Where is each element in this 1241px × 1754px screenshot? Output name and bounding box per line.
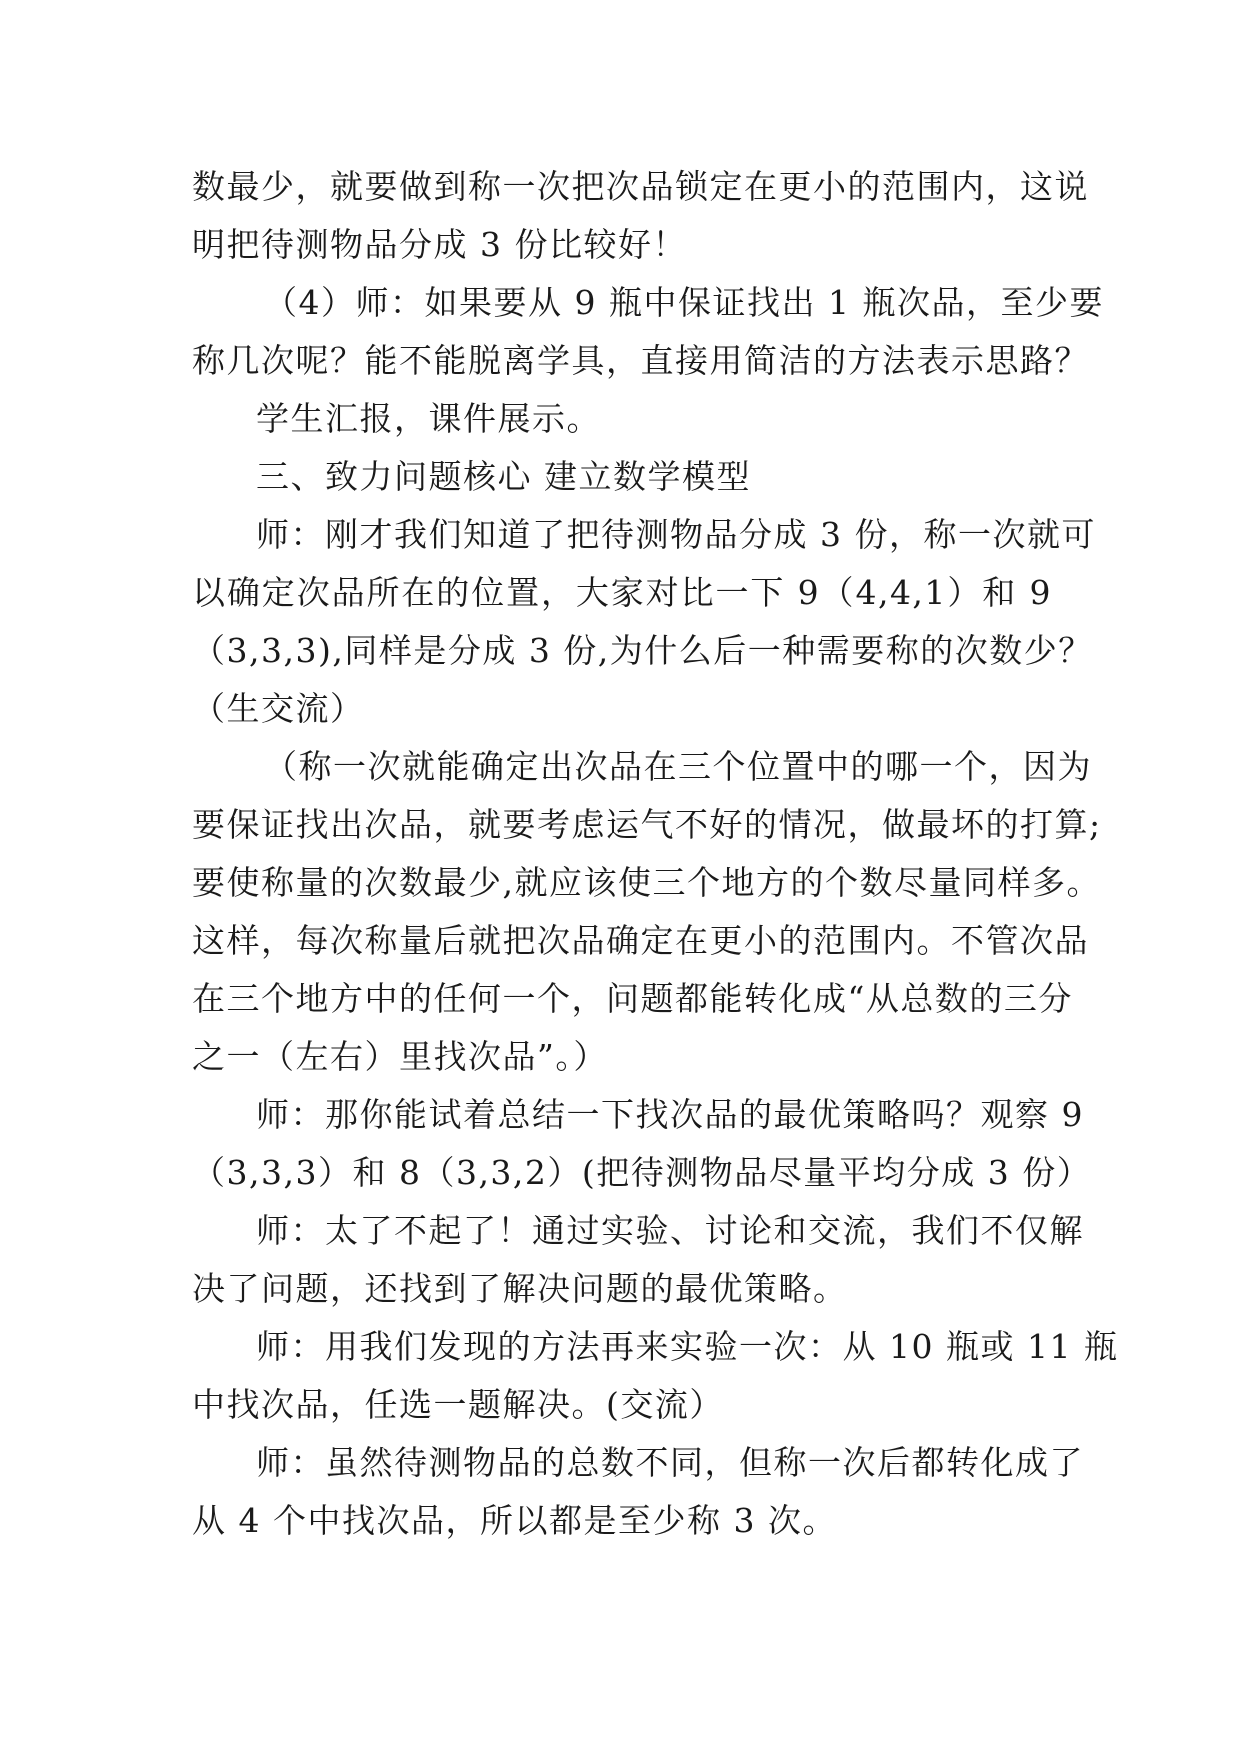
text-line: 称几次呢？能不能脱离学具，直接用简洁的方法表示思路？ <box>192 341 1089 380</box>
text-line: 这样，每次称量后就把次品确定在更小的范围内。不管次品 <box>192 921 1089 960</box>
text-line: （生交流） <box>192 689 365 728</box>
text-line: 数最少，就要做到称一次把次品锁定在更小的范围内，这说 <box>192 167 1089 206</box>
text-line: 之一（左右）里找次品”。） <box>192 1037 608 1076</box>
text-line: 师：虽然待测物品的总数不同，但称一次后都转化成了 <box>256 1443 1084 1482</box>
text-line: （3,3,3),同样是分成 3 份,为什么后一种需要称的次数少？ <box>192 631 1093 670</box>
text-line: （称一次就能确定出次品在三个位置中的哪一个，因为 <box>264 747 1092 786</box>
text-line: 要使称量的次数最少,就应该使三个地方的个数尽量同样多。 <box>192 863 1101 902</box>
section-heading: 三、致力问题核心 建立数学模型 <box>256 457 751 496</box>
text-line: 中找次品，任选一题解决。(交流） <box>192 1385 724 1424</box>
text-line: 决了问题，还找到了解决问题的最优策略。 <box>192 1269 848 1308</box>
text-line: （4）师：如果要从 9 瓶中保证找出 1 瓶次品，至少要 <box>264 283 1104 322</box>
text-line: 师：那你能试着总结一下找次品的最优策略吗？观察 9 <box>256 1095 1084 1134</box>
text-line: 以确定次品所在的位置，大家对比一下 9（4,4,1）和 9 <box>192 573 1052 612</box>
text-line: 学生汇报，课件展示。 <box>256 399 601 438</box>
text-line: （3,3,3）和 8（3,3,2）(把待测物品尽量平均分成 3 份） <box>192 1153 1092 1192</box>
text-line: 师：刚才我们知道了把待测物品分成 3 份，称一次就可 <box>256 515 1096 554</box>
text-line: 从 4 个中找次品，所以都是至少称 3 次。 <box>192 1501 837 1540</box>
text-line: 要保证找出次品，就要考虑运气不好的情况，做最坏的打算; <box>192 805 1102 844</box>
document-body <box>192 158 1119 1550</box>
text-line: 师：太了不起了！通过实验、讨论和交流，我们不仅解 <box>256 1211 1084 1250</box>
text-line: 师：用我们发现的方法再来实验一次：从 10 瓶或 11 瓶 <box>256 1327 1119 1366</box>
text-line: 在三个地方中的任何一个，问题都能转化成“从总数的三分 <box>192 979 1073 1018</box>
text-line: 明把待测物品分成 3 份比较好！ <box>192 225 687 264</box>
